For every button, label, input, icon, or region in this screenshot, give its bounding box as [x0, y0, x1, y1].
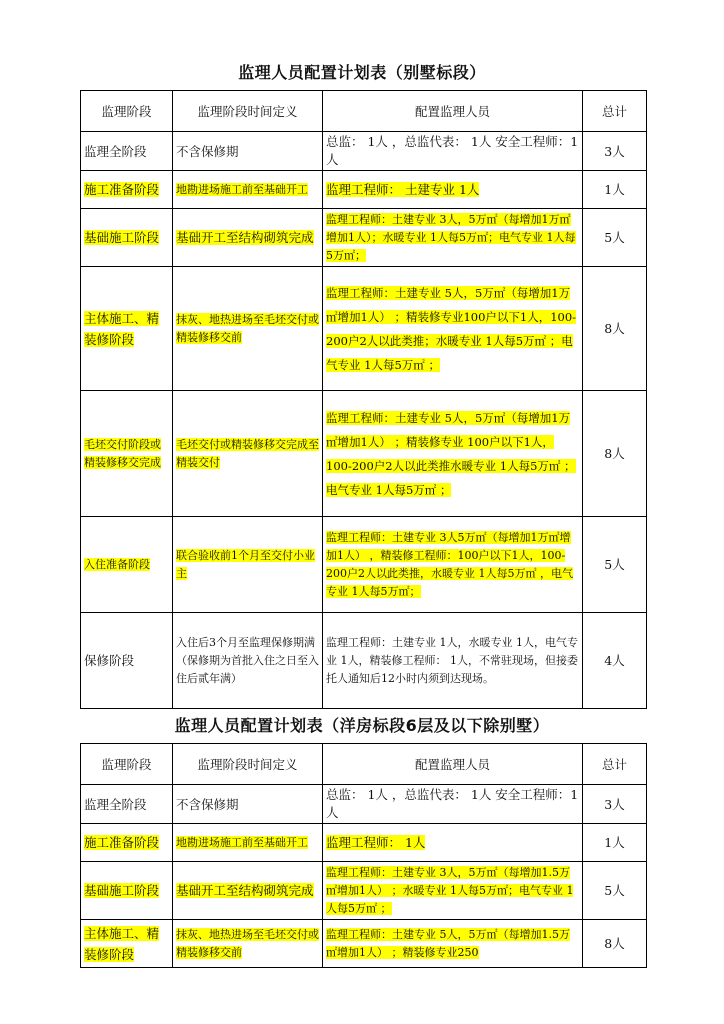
header-stage: 监理阶段 [81, 91, 173, 132]
total-cell: 3人 [583, 785, 647, 824]
stage-cell: 保修阶段 [81, 613, 173, 709]
staff-cell: 监理工程师：土建专业 5人，5万㎡（每增加1万㎡增加1人） ；精装修专业100户以下1人，100-200户2人以此类推；水暖专业 1人每5万㎡ ；电气专业 1人每5万㎡ ； [326, 285, 577, 372]
definition-cell: 入住后3个月至监理保修期满（保修期为首批入住之日至入住后贰年满） [173, 613, 323, 709]
staff-cell: 监理工程师： 土建专业 1人 [326, 182, 480, 197]
table-row [81, 267, 647, 391]
stage-cell: 监理全阶段 [81, 132, 173, 171]
table-row [81, 824, 647, 862]
total-cell: 3人 [583, 132, 647, 171]
table-1-title: 监理人员配置计划表（别墅标段） [238, 63, 486, 82]
definition-cell: 不含保修期 [173, 132, 323, 171]
staff-cell: 监理工程师：土建专业 1人，水暖专业 1人，电气专业 1人，精装修工程师： 1人，不常驻现场，但接委托人通知后12小时内须到达现场。 [323, 613, 583, 709]
staff-cell: 监理工程师：土建专业 5人，5万㎡（每增加1万㎡增加1人） ；精装修专业 100户以下1人，100-200户2人以此类推水暖专业 1人每5万㎡ ；电气专业 1人每5万㎡ ； [326, 410, 576, 497]
table-row [81, 171, 647, 209]
table-row [81, 391, 647, 517]
header-total: 总计 [583, 91, 647, 132]
total-cell: 5人 [583, 517, 647, 613]
definition-cell: 不含保修期 [173, 785, 323, 824]
table-row [81, 209, 647, 267]
total-cell: 8人 [583, 391, 647, 517]
staff-cell: 监理工程师：土建专业 3人，5万㎡（每增加1.5万㎡增加1人） ；水暖专业 1人每5万㎡；电气专业 1人每5万㎡ ； [326, 865, 574, 915]
stage-cell: 入住准备阶段 [84, 557, 150, 571]
header-total: 总计 [583, 744, 647, 785]
table-row [81, 785, 647, 824]
staff-cell: 总监： 1人 ，总监代表： 1人 安全工程师：1人 [323, 132, 583, 171]
staff-cell: 总监： 1人 ，总监代表： 1人 安全工程师：1人 [323, 785, 583, 824]
staff-cell: 监理工程师：土建专业 3人5万㎡（每增加1万㎡增加1人） ，精装修工程师：100户以下1人，100-200户2人以此类推，水暖专业 1人每5万㎡ ，电气专业 1人每5万㎡； [326, 530, 573, 598]
stage-cell: 主体施工、精装修阶段 [84, 925, 160, 962]
stage-cell: 毛坯交付阶段或精装修移交完成 [84, 437, 161, 469]
table-2-title: 监理人员配置计划表（洋房标段6层及以下除别墅） [174, 716, 550, 735]
definition-cell: 基础开工至结构砌筑完成 [176, 883, 314, 898]
total-cell: 5人 [583, 862, 647, 920]
definition-cell: 地勘进场施工前至基础开工 [176, 835, 308, 849]
stage-cell: 施工准备阶段 [84, 182, 160, 197]
table-row [81, 132, 647, 171]
table-row [81, 920, 647, 968]
staff-cell: 监理工程师：土建专业 5人，5万㎡（每增加1.5万㎡增加1人） ；精装修专业250 [326, 927, 570, 959]
definition-cell: 抹灰、地热进场至毛坯交付或精装修移交前 [176, 927, 319, 959]
table-row [81, 862, 647, 920]
stage-cell: 基础施工阶段 [84, 883, 160, 898]
stage-cell: 基础施工阶段 [84, 230, 160, 245]
table-row [81, 613, 647, 709]
definition-cell: 毛坯交付或精装修移交完成至精装交付 [176, 437, 319, 469]
staff-cell: 监理工程师： 1人 [326, 835, 426, 850]
header-staff: 配置监理人员 [323, 91, 583, 132]
definition-cell: 基础开工至结构砌筑完成 [176, 230, 314, 245]
staffing-table-villa [80, 90, 647, 709]
definition-cell: 联合验收前1个月至交付小业主 [176, 548, 315, 580]
table-row [81, 517, 647, 613]
header-definition: 监理阶段时间定义 [173, 91, 323, 132]
stage-cell: 监理全阶段 [81, 785, 173, 824]
stage-cell: 施工准备阶段 [84, 835, 160, 850]
staff-cell: 监理工程师：土建专业 3人，5万㎡（每增加1万㎡增加1人）；水暖专业 1人每5万㎡；电气专业 1人每5万㎡； [326, 212, 576, 262]
definition-cell: 抹灰、地热进场至毛坯交付或精装修移交前 [176, 312, 319, 344]
header-stage: 监理阶段 [81, 744, 173, 785]
total-cell: 4人 [583, 613, 647, 709]
header-staff: 配置监理人员 [323, 744, 583, 785]
total-cell: 1人 [583, 171, 647, 209]
header-definition: 监理阶段时间定义 [173, 744, 323, 785]
stage-cell: 主体施工、精装修阶段 [84, 310, 160, 347]
staffing-table-house [80, 743, 647, 968]
total-cell: 8人 [583, 920, 647, 968]
definition-cell: 地勘进场施工前至基础开工 [176, 182, 308, 196]
total-cell: 1人 [583, 824, 647, 862]
total-cell: 8人 [583, 267, 647, 391]
total-cell: 5人 [583, 209, 647, 267]
